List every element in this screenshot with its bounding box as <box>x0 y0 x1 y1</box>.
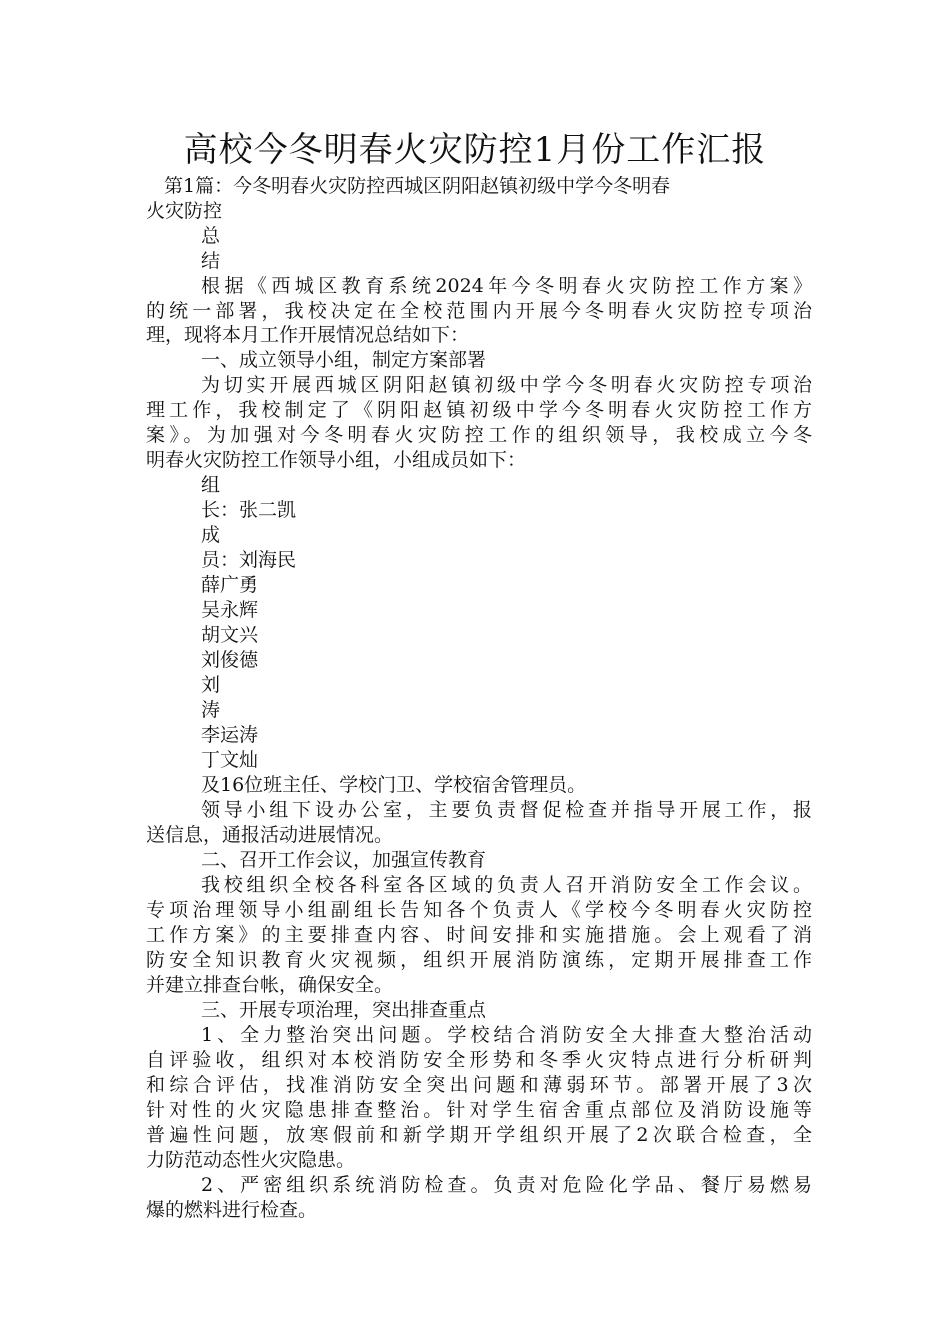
text-line: 总 <box>201 225 221 247</box>
text-line: 工作方案》的主要排查内容、时间安排和实施措施。会上观看了消 <box>146 924 812 946</box>
text-line: 理，现将本月工作开展情况总结如下： <box>146 324 470 346</box>
text-line: 力防范动态性火灾隐患。 <box>146 1149 356 1171</box>
text-line: 和综合评估，找准消防安全突出问题和薄弱环节。部署开展了3次 <box>146 1074 812 1096</box>
text-line: 案》。为加强对今冬明春火灾防控工作的组织领导，我校成立今冬 <box>146 424 812 446</box>
text-line: 防安全知识教育火灾视频，组织开展消防演练，定期开展排查工作 <box>146 949 812 971</box>
text-line: 火灾防控 <box>146 200 223 222</box>
text-line: 结 <box>201 250 221 272</box>
text-line: 员：刘海民 <box>201 549 297 571</box>
text-line: 1、全力整治突出问题。学校结合消防安全大排查大整治活动 <box>201 1024 812 1046</box>
section-heading: 三、开展专项治理，突出排查重点 <box>201 999 487 1021</box>
document-title: 高校今冬明春火灾防控1月份工作汇报 <box>183 130 767 170</box>
text-line: 并建立排查台帐，确保安全。 <box>146 974 394 996</box>
text-line: 自评验收，组织对本校消防安全形势和冬季火灾特点进行分析研判 <box>146 1049 812 1071</box>
text-line: 成 <box>201 524 221 546</box>
text-line: 普遍性问题，放寒假前和新学期开学组织开展了2次联合检查，全 <box>146 1124 812 1146</box>
text-line: 的统一部署，我校决定在全校范围内开展今冬明春火灾防控专项治 <box>146 300 812 322</box>
text-line: 领导小组下设办公室，主要负责督促检查并指导开展工作，报 <box>201 799 812 821</box>
text-line: 丁文灿 <box>201 749 259 771</box>
text-line: 涛 <box>201 699 221 721</box>
text-line: 胡文兴 <box>201 624 259 646</box>
text-line: 送信息，通报活动进展情况。 <box>146 824 394 846</box>
text-line: 爆的燃料进行检查。 <box>146 1199 318 1221</box>
text-line: 根据《西城区教育系统2024年今冬明春火灾防控工作方案》 <box>201 275 812 297</box>
text-line: 刘俊德 <box>201 649 259 671</box>
text-line: 刘 <box>201 674 221 696</box>
text-line: 第1篇：今冬明春火灾防控西城区阴阳赵镇初级中学今冬明春 <box>164 175 671 197</box>
text-line: 薛广勇 <box>201 574 259 596</box>
text-line: 针对性的火灾隐患排查整治。针对学生宿舍重点部位及消防设施等 <box>146 1099 812 1121</box>
text-line: 2、严密组织系统消防检查。负责对危险化学品、餐厅易燃易 <box>201 1174 812 1196</box>
text-line: 理工作，我校制定了《阴阳赵镇初级中学今冬明春火灾防控工作方 <box>146 399 812 421</box>
text-line: 我校组织全校各科室各区域的负责人召开消防安全工作会议。 <box>201 874 812 896</box>
section-heading: 二、召开工作会议，加强宣传教育 <box>201 849 487 871</box>
text-line: 及16位班主任、学校门卫、学校宿舍管理员。 <box>201 774 587 796</box>
text-line: 为切实开展西城区阴阳赵镇初级中学今冬明春火灾防控专项治 <box>201 374 812 396</box>
text-line: 组 <box>201 474 221 496</box>
text-line: 明春火灾防控工作领导小组，小组成员如下： <box>146 449 527 471</box>
text-line: 李运涛 <box>201 724 259 746</box>
section-heading: 一、成立领导小组，制定方案部署 <box>201 349 487 371</box>
text-line: 长：张二凯 <box>201 499 297 521</box>
text-line: 专项治理领导小组副组长告知各个负责人《学校今冬明春火灾防控 <box>146 899 812 921</box>
text-line: 吴永辉 <box>201 599 259 621</box>
